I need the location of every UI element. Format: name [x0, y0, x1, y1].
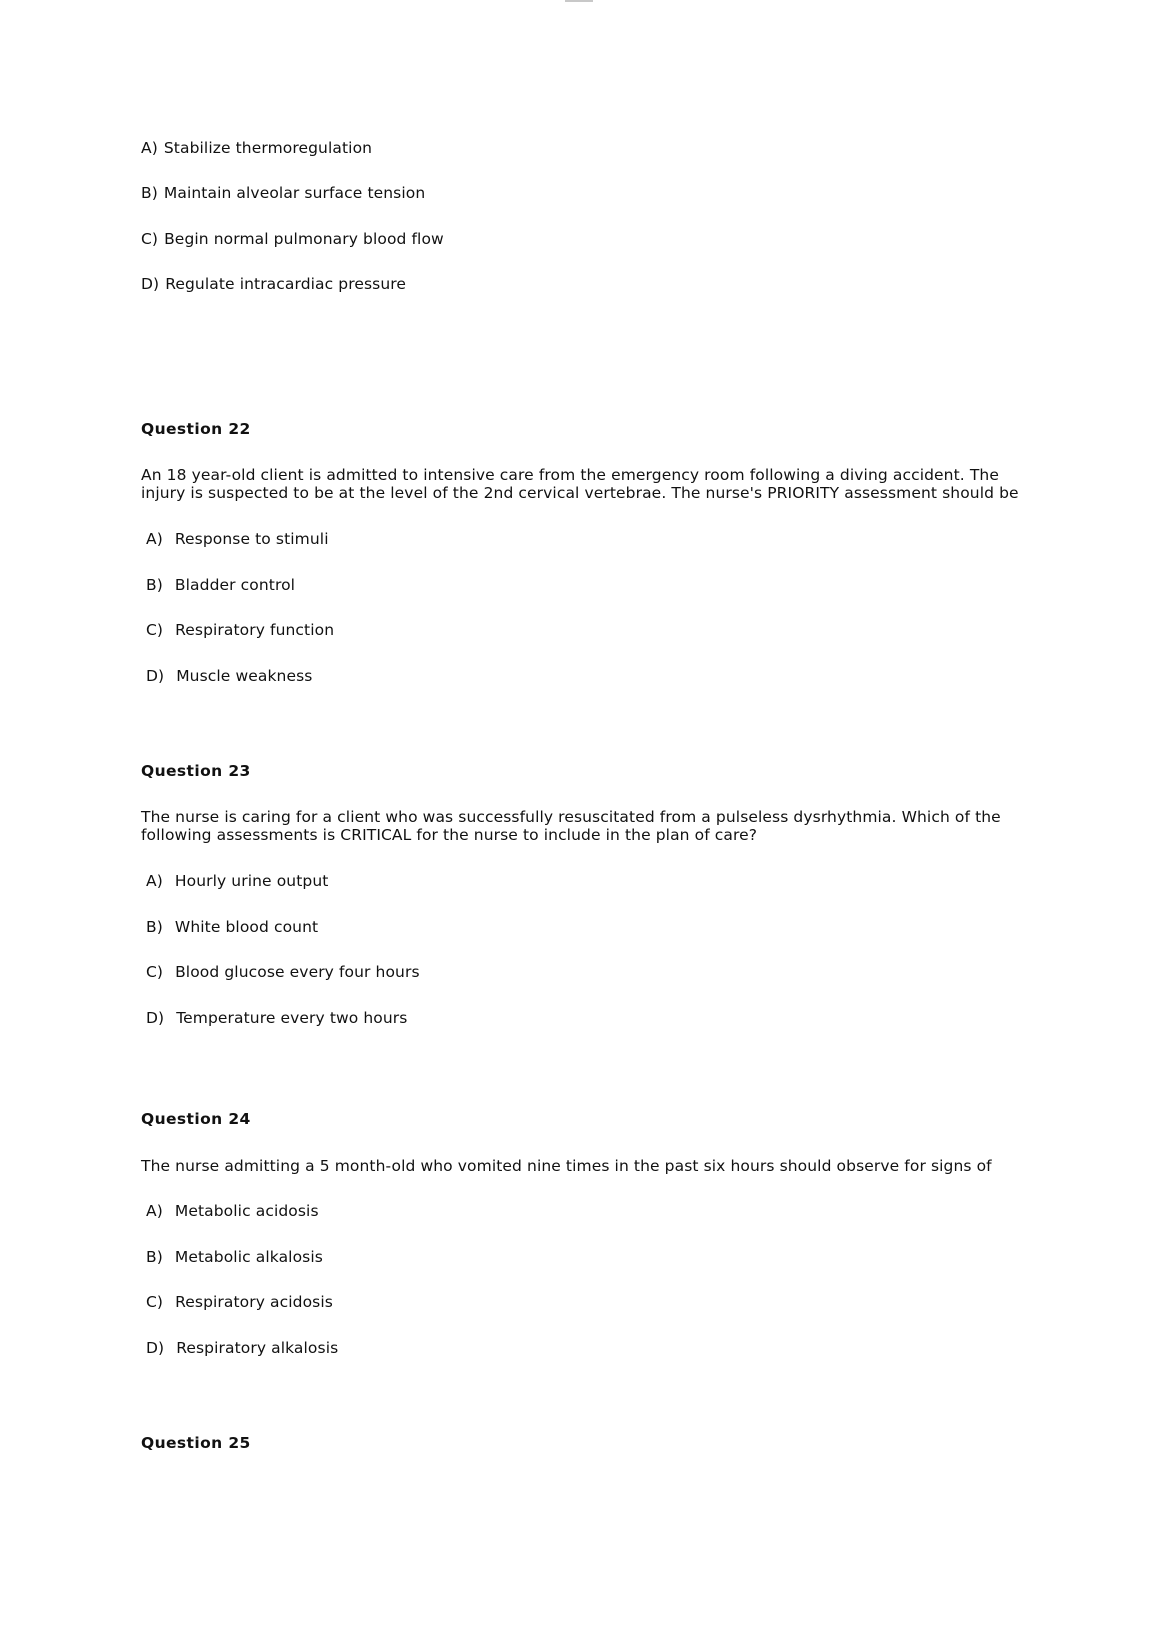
- option-text: Temperature every two hours: [176, 1009, 408, 1027]
- option-text: Regulate intracardiac pressure: [165, 275, 407, 293]
- option-text: Bladder control: [174, 576, 296, 594]
- option-letter: A): [146, 1202, 163, 1220]
- option-text: Muscle weakness: [176, 667, 313, 685]
- option-letter: B): [146, 918, 163, 936]
- option-text: Respiratory acidosis: [175, 1293, 333, 1311]
- question-23-stem-line-2: following assessments is CRITICAL for the nurse to include in the plan of care?: [141, 826, 758, 844]
- q22-option-a[interactable]: [146, 530, 329, 548]
- option-letter: B): [146, 1248, 163, 1266]
- question-24-stem-line-1: The nurse admitting a 5 month-old who vomited nine times in the past six hours should observe for signs of: [141, 1157, 992, 1175]
- option-letter: B): [141, 184, 158, 202]
- q21-option-c[interactable]: [141, 230, 444, 248]
- option-letter: D): [141, 275, 160, 293]
- q24-option-d[interactable]: [146, 1339, 338, 1357]
- option-letter: C): [146, 1293, 164, 1311]
- q22-option-c[interactable]: [146, 621, 334, 639]
- option-text: Maintain alveolar surface tension: [163, 184, 426, 202]
- q22-option-d[interactable]: [146, 667, 312, 685]
- option-text: Metabolic alkalosis: [174, 1248, 323, 1266]
- question-22-stem-line-2: injury is suspected to be at the level of the 2nd cervical vertebrae. The nurse's PRIORITY assessment should be: [141, 484, 1019, 502]
- option-text: Stabilize thermoregulation: [163, 139, 373, 157]
- option-text: Blood glucose every four hours: [175, 963, 420, 981]
- question-24-heading: Question 24: [141, 1110, 251, 1128]
- q23-option-a[interactable]: [146, 872, 328, 890]
- q24-option-c[interactable]: [146, 1293, 333, 1311]
- q21-option-a[interactable]: [141, 139, 372, 157]
- option-letter: D): [146, 1339, 165, 1357]
- option-letter: A): [146, 872, 163, 890]
- option-text: White blood count: [174, 918, 319, 936]
- option-text: Metabolic acidosis: [174, 1202, 319, 1220]
- option-text: Respiratory alkalosis: [176, 1339, 339, 1357]
- option-letter: A): [141, 139, 158, 157]
- q24-option-b[interactable]: [146, 1248, 323, 1266]
- option-letter: D): [146, 667, 165, 685]
- q21-option-b[interactable]: [141, 184, 425, 202]
- option-letter: B): [146, 576, 163, 594]
- option-text: Response to stimuli: [174, 530, 329, 548]
- option-letter: D): [146, 1009, 165, 1027]
- option-text: Respiratory function: [175, 621, 335, 639]
- question-23-stem-line-1: The nurse is caring for a client who was successfully resuscitated from a pulseless dysrhythmia. Which of the: [141, 808, 1001, 826]
- option-text: Hourly urine output: [174, 872, 329, 890]
- q23-option-d[interactable]: [146, 1009, 407, 1027]
- option-letter: C): [146, 963, 164, 981]
- question-22-stem-line-1: An 18 year-old client is admitted to intensive care from the emergency room following a diving accident. The: [141, 466, 999, 484]
- question-23-heading: Question 23: [141, 762, 251, 780]
- option-letter: C): [141, 230, 159, 248]
- q23-option-b[interactable]: [146, 918, 318, 936]
- question-22-heading: Question 22: [141, 420, 251, 438]
- q23-option-c[interactable]: [146, 963, 420, 981]
- q22-option-b[interactable]: [146, 576, 295, 594]
- option-text: Begin normal pulmonary blood flow: [164, 230, 444, 248]
- option-letter: C): [146, 621, 164, 639]
- question-25-heading: Question 25: [141, 1434, 251, 1452]
- q21-option-d[interactable]: [141, 275, 406, 293]
- q24-option-a[interactable]: [146, 1202, 319, 1220]
- option-letter: A): [146, 530, 163, 548]
- page-header-mark: [565, 0, 593, 2]
